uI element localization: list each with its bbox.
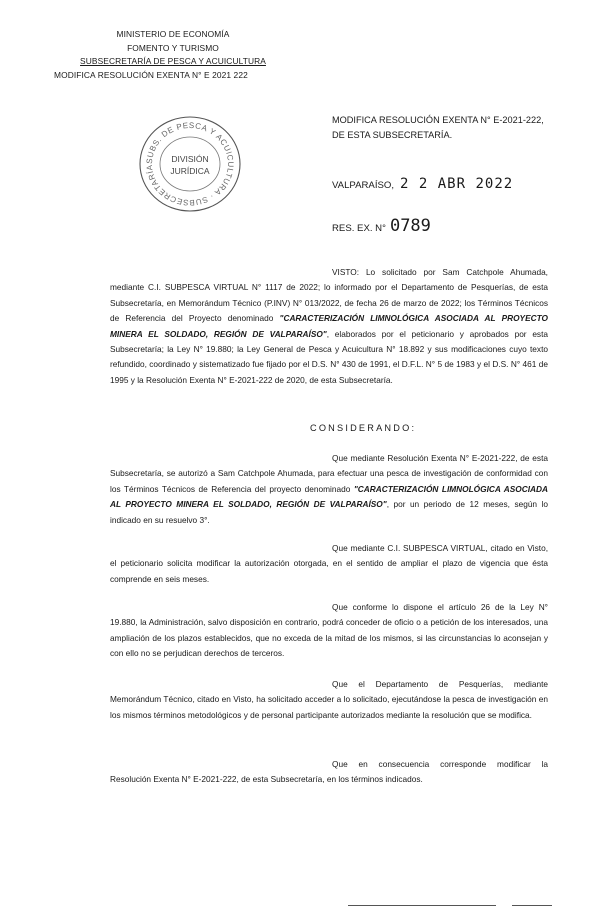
document-subject: MODIFICA RESOLUCIÓN EXENTA N° E 2021 222 [54,69,248,80]
project-name-2: "CARACTERIZACIÓN LIMNOLÓGICA ASOCIADA AL PROYECTO MINERA EL SOLDADO, REGIÓN DE VALPARAÍSO" [110,483,548,510]
stamp-ring-text: SUBS. DE PESCA Y ACUICULTURA · SUBSECRETARÍA [144,120,236,208]
resolution-number [332,216,431,236]
stamp-division: DIVISIÓN [171,154,209,164]
reference-block [332,113,544,143]
stamp-legal: JURÍDICA [170,166,210,176]
reference-line-2: DE ESTA SUBSECRETARÍA. [332,130,453,140]
considerando-paragraph-2: Que mediante C.I. SUBPESCA VIRTUAL, citado en Visto, el peticionario solicita modificar la autorización otorgada, en el sentido de ampliar el plazo de vigencia que ésta comprende en seis meses. [110,543,548,584]
stamped-date: 2 2 ABR 2022 [400,176,514,192]
considerando-paragraph-5: Que en consecuencia corresponde modificar la Resolución Exenta N° E-2021-222, de esta Subsecretaría, en los términos indicados. [110,759,548,785]
considerando-paragraph-4: Que el Departamento de Pesquerías, mediante Memorándum Técnico, citado en Visto, ha solicitado acceder a lo solicitado, ejecutándose la pesca de investigación en los mismos términos metodológicos y de personal participante autorizados mediante la resolución que se modifica. [110,679,548,720]
division-stamp [134,112,246,216]
letterhead [54,28,288,82]
considerando-title: CONSIDERANDO: [310,423,417,433]
resolution-value: 0789 [389,216,431,236]
ministry-name: MINISTERIO DE ECONOMÍA [116,29,230,39]
resolution-label: RES. EX. N° [332,223,386,234]
considerando-paragraph-3: Que conforme lo dispone el artículo 26 de la Ley N° 19.880, la Administración, salvo disposición en contrario, podrá conceder de oficio o a petición de los interesados, una ampliación de los plazos establecidos, que no exceda de la mitad de los mismos, si las circunstancias lo aconsejan y con ello no se perjudican derechos de terceros. [110,602,548,659]
project-name: "CARACTERIZACIÓN LIMNOLÓGICA ASOCIADA AL PROYECTO MINERA EL SOLDADO, REGIÓN DE VALPARAÍSO" [110,313,548,339]
reference-line-1: MODIFICA RESOLUCIÓN EXENTA N° E-2021-222, [332,115,544,125]
ministry-subtitle: FOMENTO Y TURISMO [127,42,219,53]
city-name: VALPARAÍSO, [332,180,395,191]
undersecretariat-name: SUBSECRETARÍA DE PESCA Y ACUICULTURA [80,56,266,66]
visto-paragraph: VISTO: Lo solicitado por Sam Catchpole Ahumada, mediante C.I. SUBPESCA VIRTUAL N° 1117 de 2022; lo informado por el Departamento de Pesquerías, de esta Subsecretaría, en Memorándum Técnico (P.INV) N° 013/2022, de fecha 26 de marzo de 2022; los Términos Técnicos de Referencia del Proyecto denominado "CARACTERIZACIÓN LIMNOLÓGICA ASOCIADA AL PROYECTO MINERA EL SOLDADO, REGIÓN DE VALPARAÍSO", elaborados por el peticionario y aprobados por esta Subsecretaría; la Ley N° 19.880; la Ley General de Pesca y Acuicultura N° 18.892 y sus modificaciones cuyo texto refundido, coordinado y sistematizado fue fijado por el D.S. N° 430 de 1991, el D.F.L. N° 5 de 1983 y el D.S. N° 461 de 1995 y la Resolución Exenta N° E-2021-222 de 2020, de esta Subsecretaría. [110,267,548,385]
considerando-paragraph-1: Que mediante Resolución Exenta N° E-2021-222, de esta Subsecretaría, se autorizó a Sam Catchpole Ahumada, para efectuar una pesca de investigación de conformidad con los Términos Técnicos de Referencia del proyecto denominado "CARACTERIZACIÓN LIMNOLÓGICA ASOCIADA AL PROYECTO MINERA EL SOLDADO, REGIÓN DE VALPARAÍSO", por un periodo de 12 meses, según lo indicado en su resuelvo 3°. [110,453,548,525]
footer-rule [348,905,496,906]
place-date [332,176,513,192]
footer-rule-short [512,905,552,906]
